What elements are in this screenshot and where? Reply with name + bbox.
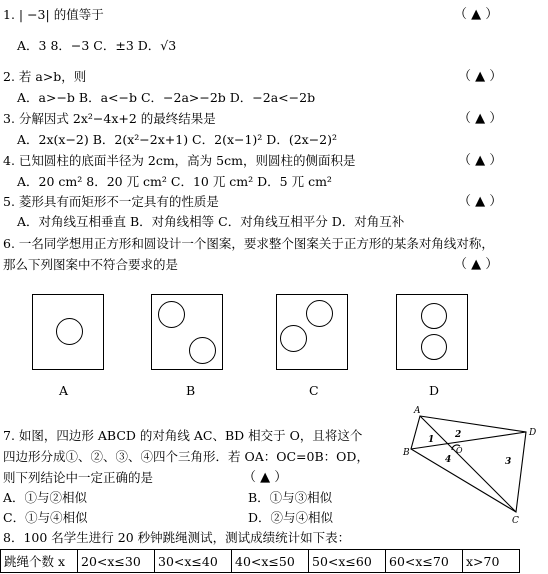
- circle: [421, 303, 447, 329]
- q7-option-b: B．①与③相似: [248, 490, 333, 505]
- vertex-d: D: [529, 428, 537, 438]
- table-row: [1, 550, 520, 573]
- figure-d-label: D: [429, 383, 440, 398]
- region-3: 3: [505, 457, 512, 467]
- circle: [189, 337, 216, 364]
- table-cell: 30<x≤40: [155, 550, 232, 573]
- quadrilateral-figure: [398, 404, 548, 528]
- region-4: 4: [445, 455, 452, 465]
- figure-a: [32, 294, 104, 370]
- q8-stem: 8．100 名学生进行 20 秒钟跳绳测试，测试成绩统计如下表：: [3, 530, 351, 545]
- circle: [306, 300, 333, 327]
- figure-c: [276, 294, 348, 370]
- q4-options: A．20 cm² 8．20 兀 cm² C．10 兀 cm² D．5 兀 cm²: [17, 174, 332, 189]
- point-o: O: [456, 446, 463, 455]
- q7-stem-line1: 7. 如图，四边形 ABCD 的对角线 AC、BD 相交于 O，且将这个: [3, 428, 363, 443]
- q7-stem-line3: 则下列结论中一定正确的是: [3, 470, 154, 485]
- q1-options: A．3 8．−3 C．±3 D．√3: [17, 38, 177, 53]
- q6-answer-paren[interactable]: （ ▲ ）: [454, 257, 499, 272]
- vertex-b: B: [403, 448, 410, 458]
- q6-stem-line1: 6. 一名同学想用正方形和圆设计一个图案，要求整个图案关于正方形的某条对角线对称，: [3, 236, 494, 251]
- table-cell: 40<x≤50: [232, 550, 309, 573]
- q7-option-d: D．②与④相似: [248, 510, 334, 525]
- table-cell: 50<x≤60: [309, 550, 386, 573]
- q5-options: A．对角线互相垂直 B．对角线相等 C．对角线互相平分 D．对角互补: [17, 214, 405, 229]
- q5-answer-paren[interactable]: （ ▲ ）: [458, 194, 503, 209]
- region-1: 1: [428, 435, 435, 445]
- q6-stem-line2: 那么下列图案中不符合要求的是: [3, 257, 179, 272]
- q7-stem-line2: 四边形分成①、②、③、④四个三角形．若 OA：OC=0B：OD，: [3, 449, 369, 464]
- vertex-a: A: [414, 406, 421, 416]
- circle: [421, 334, 447, 360]
- figure-b-label: B: [186, 383, 196, 398]
- table-cell: x>70: [463, 550, 520, 573]
- diagonal-ac: [420, 416, 516, 512]
- table-cell: 60<x≤70: [386, 550, 463, 573]
- q2-answer-paren[interactable]: （ ▲ ）: [458, 69, 503, 84]
- q7-answer-paren[interactable]: （ ▲ ）: [243, 470, 288, 485]
- q3-stem: 3. 分解因式 2x²−4x+2 的最终结果是: [3, 111, 216, 126]
- circle: [280, 325, 307, 352]
- figure-a-label: A: [59, 383, 69, 398]
- table-header-cell: 跳绳个数 x: [1, 550, 78, 573]
- score-table: [0, 549, 520, 573]
- q5-stem: 5. 菱形具有而矩形不一定具有的性质是: [3, 194, 219, 209]
- vertex-c: C: [512, 516, 519, 526]
- q2-options: A．a>−b B．a<−b C．−2a>−2b D．−2a<−2b: [17, 90, 316, 105]
- table-cell: 20<x≤30: [78, 550, 155, 573]
- figure-c-label: C: [309, 383, 319, 398]
- q7-option-a: A．①与②相似: [3, 490, 88, 505]
- circle: [158, 301, 185, 328]
- q3-answer-paren[interactable]: （ ▲ ）: [458, 111, 503, 126]
- q2-stem: 2. 若 a>b，则: [3, 69, 87, 84]
- q1-answer-paren[interactable]: （ ▲ ）: [454, 7, 499, 22]
- q3-options: A．2x(x−2) B．2(x²−2x+1) C．2(x−1)² D．(2x−2)²: [17, 132, 338, 147]
- q4-answer-paren[interactable]: （ ▲ ）: [458, 153, 503, 168]
- circle: [56, 318, 83, 345]
- q1-stem: 1. | −3| 的值等于: [3, 7, 104, 22]
- figure-b: [151, 294, 223, 370]
- figure-d: [396, 294, 468, 370]
- q7-option-c: C．①与④相似: [3, 510, 88, 525]
- region-2: 2: [455, 430, 462, 440]
- q4-stem: 4. 已知圆柱的底面半径为 2cm，高为 5cm，则圆柱的侧面积是: [3, 153, 356, 168]
